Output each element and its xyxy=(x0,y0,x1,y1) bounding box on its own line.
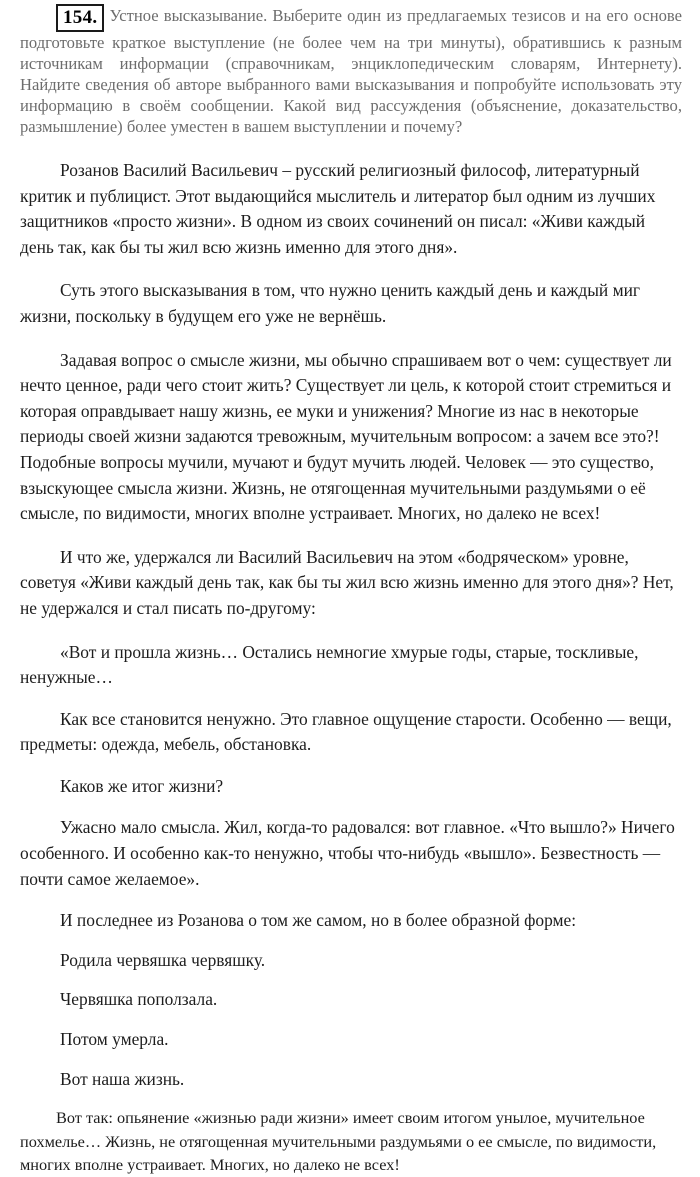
paragraph-quote-things: Как все становится ненужно. Это главное ощущение старости. Особенно — вещи, предметы: одежда, мебель, обстановка. xyxy=(20,708,672,755)
paragraph-worm-1: Родила червяшка червяшку. xyxy=(60,949,266,970)
paragraph-worm-4: Вот наша жизнь. xyxy=(60,1068,185,1089)
exercise-task-paragraph xyxy=(20,4,682,137)
paragraph-question-of-meaning: Задавая вопрос о смысле жизни, мы обычно спрашиваем вот о чем: существует ли нечто ценное, ради чего стоит жить? Существует ли цель, к которой стоит стремиться и которая оправдывает нашу жизнь, ее муки и унижения? Многие из нас в некоторые периоды своей жизни задаются тревожным, мучительным вопросом: а зачем все это?! Подобные вопросы мучили, мучают и будут мучить людей. Человек — это существо, взыскующее смысла жизни. Жизнь, не отягощенная мучительными раздумьями о её смысле, по видимости, многих вполне устраивает. Многих, но далеко не всех! xyxy=(20,349,672,524)
exercise-number-badge: 154. xyxy=(56,4,104,32)
paragraph-rozanov-bio: Розанов Василий Васильевич – русский религиозный философ, литературный критик и публицист. Этот выдающийся мыслитель и литератор был одним из лучших защитников «просто жизни». В одном из своих сочинений он писал: «Живи каждый день так, как бы ты жил всю жизнь именно для этого дня». xyxy=(20,160,656,257)
paragraph-quote-life-passed: «Вот и прошла жизнь… Остались немногие хмурые годы, старые, тоскливые, ненужные… xyxy=(20,641,639,688)
paragraph-meaning: Суть этого высказывания в том, что нужно ценить каждый день и каждый миг жизни, поскольку в будущем его уже не вернёшь. xyxy=(20,280,641,326)
paragraph-quote-result: Каков же итог жизни? xyxy=(60,775,224,796)
paragraph-quote-little-sense: Ужасно мало смысла. Жил, когда-то радовался: вот главное. «Что вышло?» Ничего особенного. И особенно как-то ненужно, чтобы что-нибудь «вышло». Безвестность — почти самое желаемое». xyxy=(20,817,675,889)
paragraph-last-from-rozanov: И последнее из Розанова о том же самом, но в более образной форме: xyxy=(60,910,577,931)
exercise-task-text: Устное высказывание. Выберите один из предлагаемых тезисов и на его основе подготовьте краткое выступление (не более чем на три минуты), обратившись к разным источникам информации (справочникам, энциклопедическим словарям, Интернету). Найдите сведения об авторе выбранного вами высказывания и попробуйте использовать эту информацию в своём сообщении. Какой вид рассуждения (объяснение, доказательство, размышление) более уместен в вашем выступлении и почему? xyxy=(20,6,682,136)
paragraph-did-he-hold: И что же, удержался ли Василий Васильевич на этом «бодряческом» уровне, советуя «Живи каждый день так, как бы ты жил всю жизнь именно для этого дня»? Нет, не удержался и стал писать по-другому: xyxy=(20,546,674,618)
paragraph-worm-2: Червяшка поползала. xyxy=(60,989,218,1010)
paragraph-worm-3: Потом умерла. xyxy=(60,1029,169,1050)
paragraph-conclusion: Вот так: опьянение «жизнью ради жизни» имеет своим итогом унылое, мучительное похмелье… Жизнь, не отягощенная мучительными раздумьями о ее смысле, по видимости, многих вполне устраивает. Многих, но далеко не всех! xyxy=(20,1108,657,1175)
